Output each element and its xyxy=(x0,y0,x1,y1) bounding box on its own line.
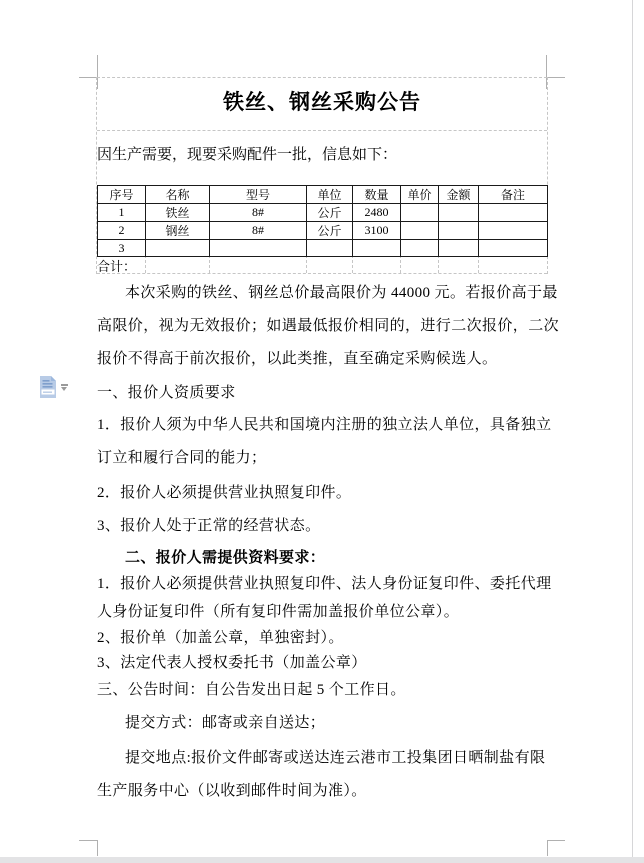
body-line: 生产服务中心（以收到邮件时间为准）。 xyxy=(97,783,367,799)
cell xyxy=(146,240,210,257)
crop-mark-bottom-left-h xyxy=(79,840,97,841)
cell xyxy=(401,240,439,257)
paste-options-button[interactable] xyxy=(40,376,70,400)
col-header-remark: 备注 xyxy=(479,186,548,204)
cell xyxy=(210,240,307,257)
cell: 公斤 xyxy=(307,204,353,222)
total-row-gridline xyxy=(478,255,479,273)
body-line: 2、报价单（加盖公章，单独密封）。 xyxy=(97,630,344,646)
body-line: 2．报价人必须提供营业执照复印件。 xyxy=(97,485,352,501)
cell xyxy=(479,240,548,257)
cell: 钢丝 xyxy=(146,222,210,240)
body-line: 订立和履行合同的能力； xyxy=(97,450,267,466)
cell: 3 xyxy=(98,240,146,257)
text-boundary-top xyxy=(97,77,547,78)
section-heading-1: 一、报价人资质要求 xyxy=(97,385,236,401)
total-row-gridline xyxy=(438,255,439,273)
body-line: 1．报价人必须提供营业执照复印件、法人身份证复印件、委托代理 xyxy=(97,576,552,592)
crop-mark-bottom-right-h xyxy=(547,840,565,841)
total-row-bottom-gridline xyxy=(97,273,547,274)
intro-text: 因生产需要，现要采购配件一批，信息如下： xyxy=(97,147,398,163)
table-row xyxy=(98,222,548,240)
cell xyxy=(479,204,548,222)
crop-mark-bottom-right-v xyxy=(547,840,548,856)
body-line: 本次采购的铁丝、钢丝总价最高限价为 44000 元。若报价高于最 xyxy=(125,285,558,301)
total-row-gridline xyxy=(209,255,210,273)
cell xyxy=(479,222,548,240)
body-line: 提交地点:报价文件邮寄或送达连云港市工投集团日晒制盐有限 xyxy=(125,750,546,766)
page-edge-right xyxy=(632,0,633,857)
col-header-unit: 单位 xyxy=(307,186,353,204)
cell xyxy=(439,222,479,240)
body-line: 高限价，视为无效报价；如遇最低报价相同的，进行二次报价，二次 xyxy=(97,318,560,334)
col-header-amount: 金额 xyxy=(439,186,479,204)
cell xyxy=(307,240,353,257)
chevron-down-icon[interactable] xyxy=(60,384,69,391)
total-row-gridline xyxy=(306,255,307,273)
cell: 铁丝 xyxy=(146,204,210,222)
crop-mark-bottom-left-v xyxy=(97,840,98,856)
col-header-model: 型号 xyxy=(210,186,307,204)
cell: 8# xyxy=(210,204,307,222)
cell: 1 xyxy=(98,204,146,222)
body-line: 1．报价人须为中华人民共和国境内注册的独立法人单位，具备独立 xyxy=(97,417,552,433)
cell: 2480 xyxy=(353,204,401,222)
cell: 2 xyxy=(98,222,146,240)
body-line: 3、法定代表人授权委托书（加盖公章） xyxy=(97,655,367,671)
items-table xyxy=(97,185,548,257)
crop-mark-top-left-v xyxy=(97,55,98,89)
col-header-qty: 数量 xyxy=(353,186,401,204)
table-row xyxy=(98,240,548,257)
text-boundary-title-bottom xyxy=(97,130,547,131)
window-bottom-strip xyxy=(0,857,644,863)
cell xyxy=(439,240,479,257)
total-row-gridline xyxy=(400,255,401,273)
body-line: 人身份证复印件（所有复印件需加盖报价单位公章）。 xyxy=(97,604,460,620)
total-row-gridline xyxy=(145,255,146,273)
table-row xyxy=(98,204,548,222)
cell xyxy=(439,204,479,222)
cell xyxy=(353,240,401,257)
total-row-gridline xyxy=(352,255,353,273)
cell: 公斤 xyxy=(307,222,353,240)
total-label: 合计： xyxy=(97,259,137,274)
body-line: 提交方式：邮寄或亲自送达； xyxy=(125,715,326,731)
body-line: 3、报价人处于正常的经营状态。 xyxy=(97,518,321,534)
table-header-row xyxy=(98,186,548,204)
crop-mark-top-right-h xyxy=(547,77,565,78)
crop-mark-top-left-h xyxy=(79,77,97,78)
col-header-name: 名称 xyxy=(146,186,210,204)
cell: 8# xyxy=(210,222,307,240)
body-line: 报价不得高于前次报价，以此类推，直至确定采购候选人。 xyxy=(97,351,498,367)
cell xyxy=(401,222,439,240)
section-heading-2: 二、报价人需提供资料要求： xyxy=(125,550,326,566)
col-header-seq: 序号 xyxy=(98,186,146,204)
paste-options-icon xyxy=(40,376,56,403)
cell: 3100 xyxy=(353,222,401,240)
page-title: 铁丝、钢丝采购公告 xyxy=(223,90,421,114)
cell xyxy=(401,204,439,222)
col-header-unit-price: 单价 xyxy=(401,186,439,204)
section-heading-3: 三、公告时间：自公告发出日起 5 个工作日。 xyxy=(97,682,406,698)
